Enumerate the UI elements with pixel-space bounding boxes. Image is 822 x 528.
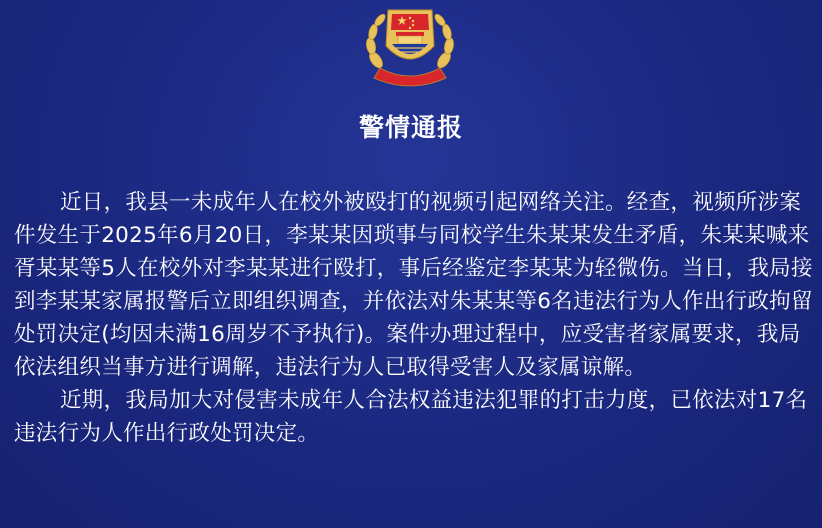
- notice-paragraph-1: 近日，我县一未成年人在校外被殴打的视频引起网络关注。经查，视频所涉案件发生于2025年6月20日，李某某因琐事与同校学生朱某某发生矛盾，朱某某喊来胥某某等5人在校外对李某某进行殴打，事后经鉴定李某某为轻微伤。当日，我局接到李某某家属报警后立即组织调查，并依法对朱某某等6名违法行为人作出行政拘留处罚决定(均因未满16周岁不予执行)。案件办理过程中，应受害者家属要求，我局依法组织当事方进行调解，违法行为人已取得受害人及家属谅解。: [14, 190, 813, 380]
- notice-title: 警情通报: [358, 113, 463, 142]
- police-emblem-icon: [362, 2, 458, 88]
- notice-body: [14, 186, 814, 450]
- notice-paragraph-2: 近期，我局加大对侵害未成年人合法权益违法犯罪的打击力度，已依法对17名违法行为人作出行政处罚决定。: [14, 388, 808, 446]
